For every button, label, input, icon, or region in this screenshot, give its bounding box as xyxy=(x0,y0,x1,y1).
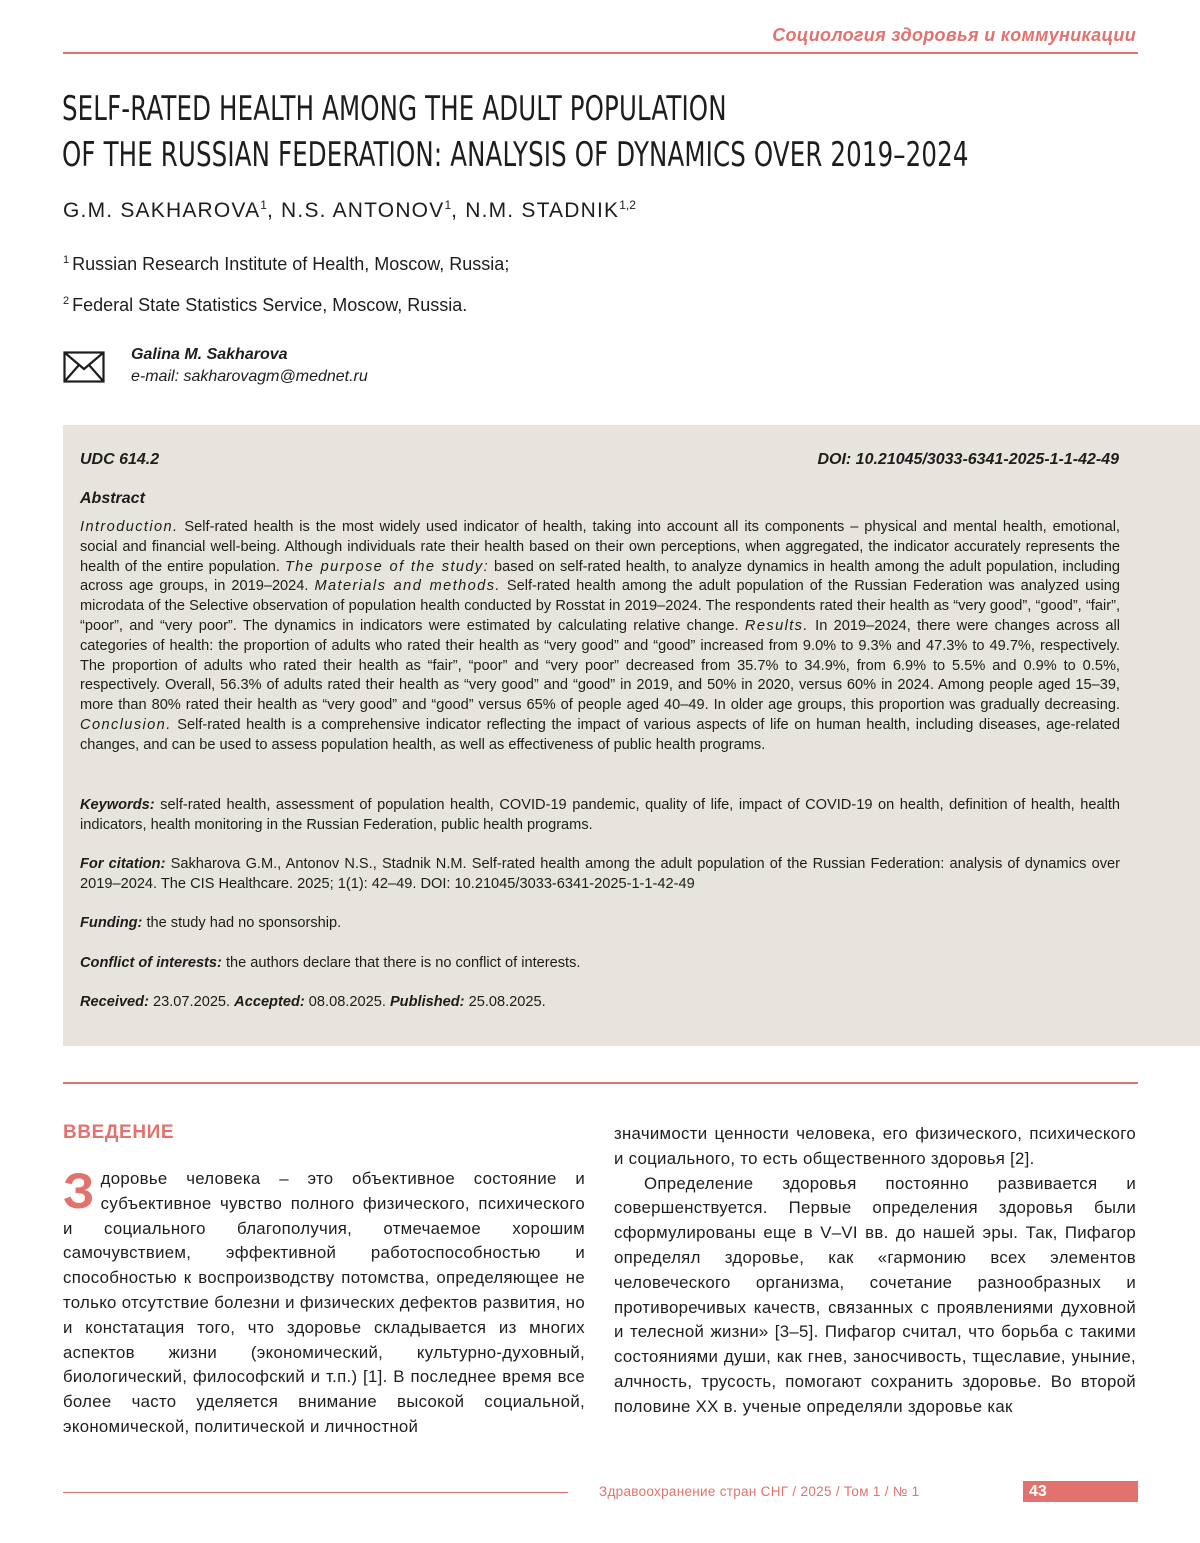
footer-divider xyxy=(63,1492,568,1493)
abstract-part-text: based on self-rated health, to analyze dynamics in health among the adult population, including across age groups, in 2019–2024. xyxy=(80,558,1121,595)
contact-name: Galina M. Sakharova xyxy=(131,346,288,363)
keywords xyxy=(80,796,1120,836)
author-list xyxy=(63,198,636,223)
keywords-text: self-rated health, assessment of population health, COVID-19 pandemic, quality of life, impact of COVID-19 on health, definition of health, health indicators, health monitoring in the Russian Federation, public health programs. xyxy=(80,797,1120,833)
affiliation-1 xyxy=(63,254,509,275)
udc-code: UDC 614.2 xyxy=(80,451,160,468)
body-paragraph: доровье человека – это объективное состояние и субъективное чувство полного физического, психического и социального благополучия, отмечаемое хорошим самочувствием, эффективной работоспособностью и способностью к воспроизводству потомства, определяющее не только отсутствие болезни и физических дефектов развития, но и констатация того, что здоровье складывается из многих аспектов жизни (экономический, культурно-духовный, биологический, философский и т.п.) [1]. В последнее время все более часто уделяется внимание высокой социальной, экономической, политической и личностной xyxy=(63,1169,585,1436)
author-affiliation-mark: 1,2 xyxy=(619,198,636,212)
title-line-1: SELF-RATED HEALTH AMONG THE ADULT POPULATION xyxy=(62,89,727,129)
abstract-heading: Abstract xyxy=(80,490,145,507)
header-divider xyxy=(63,52,1138,54)
page-number: 43 xyxy=(1029,1483,1047,1500)
body-column-left xyxy=(63,1163,585,1440)
abstract-part-text: Self-rated health is a comprehensive indicator reflecting the impact of various aspects of life on human health, including diseases, age-related changes, and can be used to assess population health, as well as effectiveness of public health programs. xyxy=(80,716,1120,753)
author-separator: , xyxy=(451,199,466,222)
abstract-part-text: In 2019–2024, there were changes across all categories of health: the proportion of adults who rated their health as “very good” and “good” increased from 9.0% to 9.3% and 47.3% to 49.7%, respectively. The proportion of adults who rated their health as “fair”, “poor” and “very poor” decreased from 35.7% to 34.9%, from 6.9% to 5.5% and 0.9% to 0.5%, respectively. Overall, 56.3% of adults rated their health as “very good” and “good” in 2019, and 50% in 2020, versus 60% in 2024. Among people aged 15–39, more than 80% rated their health as “very good” and “good” versus 65% of people aged 40–49. In older age groups, this proportion was gradually decreasing. xyxy=(80,617,1120,714)
body-paragraph: Определение здоровья постоянно развивается и совершенствуется. Первые определения здоровья были сформулированы еще в V–VI вв. до нашей эры. Так, Пифагор определял здоровье, как «гармонию всех элементов человеческого организма, сочетание разнообразных и противоречивых качеств, связанных с проявлениями духовной и телесной жизни» [3–5]. Пифагор считал, что борьба с такими состояниями души, как гнев, заносчивость, тщеславие, уныние, алчность, трусость, помогают сохранить здоровье. Во второй половине XX в. ученые определяли здоровье как xyxy=(614,1173,1136,1416)
affiliation-number: 1 xyxy=(63,254,70,266)
published-label: Published: xyxy=(389,994,465,1010)
affiliation-2 xyxy=(63,295,467,316)
affiliation-text: Federal State Statistics Service, Moscow, Russia. xyxy=(72,295,468,315)
body-column-right xyxy=(614,1122,1136,1420)
keywords-label: Keywords: xyxy=(80,797,155,813)
abstract-label-results: Results. xyxy=(744,617,809,634)
section-title: Социология здоровья и коммуникации xyxy=(772,25,1136,45)
funding-text: the study had no sponsorship. xyxy=(142,915,342,931)
accepted-label: Accepted: xyxy=(234,994,305,1010)
conflict-text: the authors declare that there is no conflict of interests. xyxy=(221,955,581,971)
introduction-heading: ВВЕДЕНИЕ xyxy=(63,1122,175,1143)
abstract-label-purpose: The purpose of the study: xyxy=(284,558,490,575)
received-date: 23.07.2025. xyxy=(148,994,235,1010)
author-affiliation-mark: 1 xyxy=(444,198,452,212)
affiliation-text: Russian Research Institute of Health, Moscow, Russia; xyxy=(72,254,510,274)
envelope-icon xyxy=(63,351,105,383)
abstract-label-conclusion: Conclusion. xyxy=(80,716,172,733)
citation-text: Sakharova G.M., Antonov N.S., Stadnik N.M. Self-rated health among the adult population of the Russian Federation: analysis of dynamics over 2019–2024. The CIS Healthcare. 2025; 1(1): 42–49. DOI: 10.21045/3033-6341-2025-1-1-42-49 xyxy=(80,856,1120,892)
author-name: N.S. ANTONOV xyxy=(281,199,445,222)
citation xyxy=(80,855,1120,895)
title-line-2: OF THE RUSSIAN FEDERATION: ANALYSIS OF DYNAMICS OVER 2019–2024 xyxy=(62,135,969,175)
article-dates xyxy=(80,993,1120,1013)
author-affiliation-mark: 1 xyxy=(260,198,267,212)
body-paragraph: значимости ценности человека, его физического, психического и социального, то есть общественного здоровья [2]. xyxy=(614,1124,1136,1168)
doi-link[interactable]: DOI: 10.21045/3033-6341-2025-1-1-42-49 xyxy=(817,451,1119,468)
funding xyxy=(80,914,1120,934)
abstract-label-introduction: Introduction. xyxy=(80,519,179,535)
drop-cap: З xyxy=(63,1163,95,1219)
citation-label: For citation: xyxy=(80,856,166,872)
author-name: N.M. STADNIK xyxy=(465,199,620,222)
affiliation-number: 2 xyxy=(63,295,70,307)
abstract-text xyxy=(80,518,1120,756)
author-name: G.M. SAKHAROVA xyxy=(63,199,261,222)
abstract-label-methods: Materials and methods. xyxy=(314,578,501,595)
funding-label: Funding: xyxy=(80,915,143,931)
conflict-of-interests xyxy=(80,954,1120,974)
article-title xyxy=(62,86,1142,178)
author-separator: , xyxy=(266,199,282,222)
contact-email: e-mail: sakharovagm@mednet.ru xyxy=(131,368,368,385)
published-date: 25.08.2025. xyxy=(464,994,546,1010)
conflict-label: Conflict of interests: xyxy=(80,955,222,971)
journal-info: Здравоохранение стран СНГ / 2025 / Том 1 / № 1 xyxy=(599,1484,920,1499)
section-divider xyxy=(63,1082,1138,1084)
received-label: Received: xyxy=(80,994,149,1010)
accepted-date: 08.08.2025. xyxy=(304,994,390,1010)
abstract-part-text: Self-rated health is the most widely used indicator of health, taking into account all its components – physical and mental health, emotional, social and financial well-being. Although individuals rate their health based on their own perceptions, when aggregated, the indicator accurately represents the health of the entire population. xyxy=(80,519,1120,575)
abstract-part-text: Self-rated health among the adult population of the Russian Federation was analyzed using microdata of the Selective observation of population health conducted by Rosstat in 2019–2024. The respondents rated their health as “very good”, “good”, “fair”, “poor”, and “very poor”. The dynamics in indicators were estimated by calculating relative change. xyxy=(80,578,1120,634)
